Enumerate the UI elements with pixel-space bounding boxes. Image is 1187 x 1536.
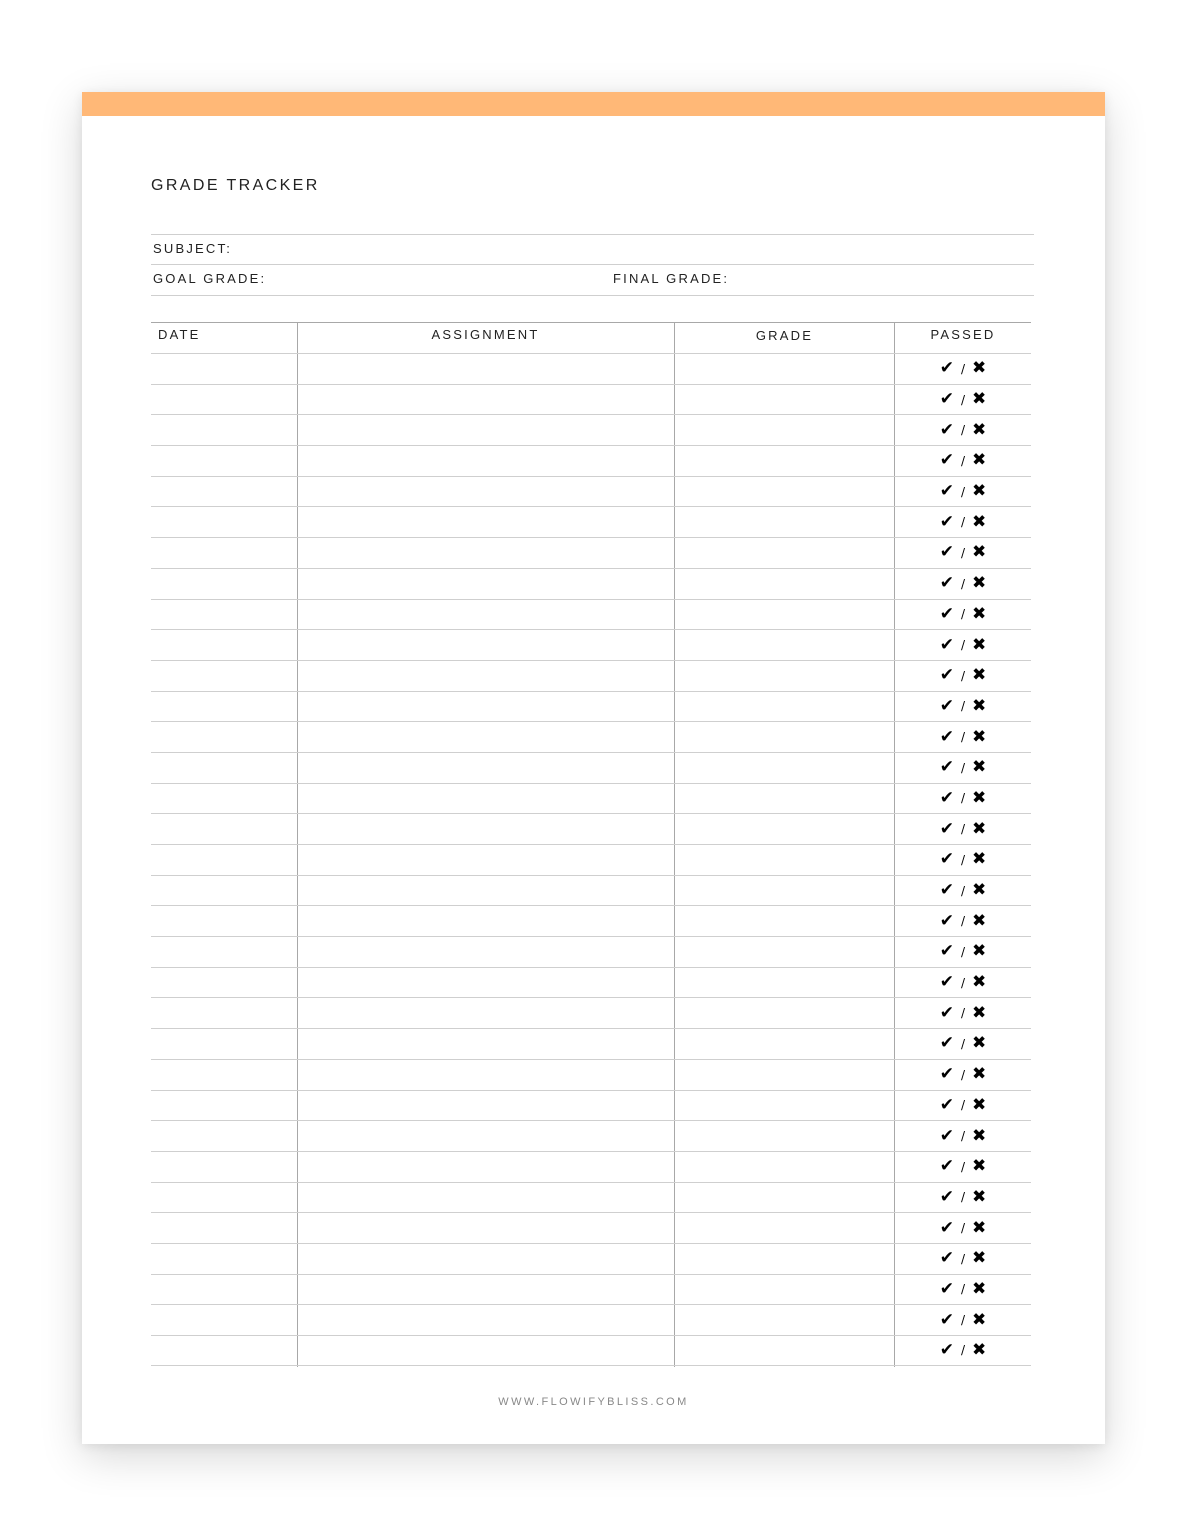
table-row [151,967,1031,998]
cross-icon[interactable]: ✖ [972,1217,987,1238]
check-icon[interactable]: ✔ [939,542,954,563]
subject-label: SUBJECT: [153,241,233,256]
separator-slash: / [960,392,966,407]
check-icon[interactable]: ✔ [939,1278,954,1299]
cross-icon[interactable]: ✖ [972,1248,987,1269]
separator-slash: / [960,423,966,438]
separator-slash: / [960,607,966,622]
cross-icon[interactable]: ✖ [972,603,987,624]
passed-cell[interactable] [895,876,1031,906]
worksheet-page [82,92,1105,1444]
cross-icon[interactable]: ✖ [972,941,987,962]
check-icon[interactable]: ✔ [939,972,954,993]
grade-table [151,322,1031,1368]
table-row [151,752,1031,783]
passed-cell[interactable] [895,477,1031,507]
cross-icon[interactable]: ✖ [972,1339,987,1360]
table-row [151,844,1031,875]
cross-icon[interactable]: ✖ [972,695,987,716]
check-icon[interactable]: ✔ [939,818,954,839]
separator-slash: / [960,1282,966,1297]
table-row [151,599,1031,630]
separator-slash: / [960,1251,966,1266]
passed-cell[interactable] [895,1213,1031,1243]
cross-icon[interactable]: ✖ [972,972,987,993]
separator-slash: / [960,1343,966,1358]
header-date: DATE [158,327,201,342]
table-row [151,721,1031,752]
divider-line [151,264,1034,265]
passed-cell[interactable] [895,753,1031,783]
cross-icon[interactable]: ✖ [972,1002,987,1023]
accent-band [82,92,1105,116]
separator-slash: / [960,361,966,376]
passed-cell[interactable] [895,1183,1031,1213]
separator-slash: / [960,699,966,714]
check-icon[interactable]: ✔ [939,849,954,870]
check-icon[interactable]: ✔ [939,1248,954,1269]
table-row [151,813,1031,844]
table-row [151,783,1031,814]
check-icon[interactable]: ✔ [939,634,954,655]
table-row [151,875,1031,906]
check-icon[interactable]: ✔ [939,1186,954,1207]
separator-slash: / [960,1159,966,1174]
passed-cell[interactable] [895,845,1031,875]
passed-cell[interactable] [895,1152,1031,1182]
passed-cell[interactable] [895,354,1031,384]
table-row [151,384,1031,415]
table-row [151,997,1031,1028]
cross-icon[interactable]: ✖ [972,1278,987,1299]
check-icon[interactable]: ✔ [939,1156,954,1177]
separator-slash: / [960,1067,966,1082]
separator-slash: / [960,515,966,530]
cross-icon[interactable]: ✖ [972,358,987,379]
table-row [151,691,1031,722]
separator-slash: / [960,852,966,867]
passed-cell[interactable] [895,1275,1031,1305]
check-icon[interactable]: ✔ [939,1125,954,1146]
cross-icon[interactable]: ✖ [972,849,987,870]
table-row [151,1212,1031,1243]
divider-line [151,234,1034,235]
check-icon[interactable]: ✔ [939,573,954,594]
cross-icon[interactable]: ✖ [972,880,987,901]
cross-icon[interactable]: ✖ [972,389,987,410]
separator-slash: / [960,1036,966,1051]
cross-icon[interactable]: ✖ [972,910,987,931]
separator-slash: / [960,576,966,591]
separator-slash: / [960,453,966,468]
separator-slash: / [960,822,966,837]
passed-cell[interactable] [895,784,1031,814]
table-row [151,1151,1031,1182]
cross-icon[interactable]: ✖ [972,1094,987,1115]
cross-icon[interactable]: ✖ [972,818,987,839]
separator-slash: / [960,1221,966,1236]
separator-slash: / [960,1190,966,1205]
check-icon[interactable]: ✔ [939,1094,954,1115]
cross-icon[interactable]: ✖ [972,1309,987,1330]
separator-slash: / [960,944,966,959]
passed-cell[interactable] [895,507,1031,537]
separator-slash: / [960,975,966,990]
check-icon[interactable]: ✔ [939,1339,954,1360]
table-row [151,660,1031,691]
check-icon[interactable]: ✔ [939,419,954,440]
table-row [151,537,1031,568]
cross-icon[interactable]: ✖ [972,1125,987,1146]
separator-slash: / [960,1313,966,1328]
check-icon[interactable]: ✔ [939,389,954,410]
passed-cell[interactable] [895,968,1031,998]
check-icon[interactable]: ✔ [939,481,954,502]
table-body [151,353,1031,1366]
goal-grade-label: GOAL GRADE: [153,271,267,286]
passed-cell[interactable] [895,385,1031,415]
passed-cell[interactable] [895,630,1031,660]
separator-slash: / [960,914,966,929]
check-icon[interactable]: ✔ [939,941,954,962]
passed-cell[interactable] [895,1121,1031,1151]
passed-cell[interactable] [895,937,1031,967]
table-row [151,568,1031,599]
cross-icon[interactable]: ✖ [972,665,987,686]
cross-icon[interactable]: ✖ [972,1156,987,1177]
table-row [151,1243,1031,1274]
separator-slash: / [960,730,966,745]
table-row [151,905,1031,936]
passed-cell[interactable] [895,692,1031,722]
separator-slash: / [960,484,966,499]
passed-cell[interactable] [895,1244,1031,1274]
table-row [151,1120,1031,1151]
passed-cell[interactable] [895,998,1031,1028]
separator-slash: / [960,638,966,653]
check-icon[interactable]: ✔ [939,695,954,716]
check-icon[interactable]: ✔ [939,665,954,686]
table-row [151,506,1031,537]
separator-slash: / [960,1098,966,1113]
cross-icon[interactable]: ✖ [972,511,987,532]
passed-cell[interactable] [895,1029,1031,1059]
check-icon[interactable]: ✔ [939,1064,954,1085]
check-icon[interactable]: ✔ [939,1217,954,1238]
passed-cell[interactable] [895,1336,1031,1365]
table-row [151,1274,1031,1305]
check-icon[interactable]: ✔ [939,511,954,532]
check-icon[interactable]: ✔ [939,787,954,808]
check-icon[interactable]: ✔ [939,1033,954,1054]
separator-slash: / [960,760,966,775]
table-row [151,476,1031,507]
table-row [151,629,1031,660]
header-grade: GRADE [755,328,814,343]
check-icon[interactable]: ✔ [939,726,954,747]
table-row [151,1090,1031,1121]
passed-cell[interactable] [895,661,1031,691]
cross-icon[interactable]: ✖ [972,481,987,502]
cross-icon[interactable]: ✖ [972,573,987,594]
separator-slash: / [960,1006,966,1021]
passed-cell[interactable] [895,600,1031,630]
table-row [151,445,1031,476]
separator-slash: / [960,791,966,806]
passed-cell[interactable] [895,415,1031,445]
table-row [151,1059,1031,1090]
table-row [151,414,1031,445]
table-row [151,1182,1031,1213]
table-row [151,1028,1031,1059]
check-icon[interactable]: ✔ [939,358,954,379]
check-icon[interactable]: ✔ [939,1002,954,1023]
passed-cell[interactable] [895,906,1031,936]
passed-cell[interactable] [895,446,1031,476]
cross-icon[interactable]: ✖ [972,787,987,808]
header-passed: PASSED [930,327,996,342]
separator-slash: / [960,668,966,683]
header-assignment: ASSIGNMENT [431,327,540,342]
cross-icon[interactable]: ✖ [972,634,987,655]
check-icon[interactable]: ✔ [939,910,954,931]
passed-cell[interactable] [895,722,1031,752]
cross-icon[interactable]: ✖ [972,1186,987,1207]
cross-icon[interactable]: ✖ [972,450,987,471]
check-icon[interactable]: ✔ [939,603,954,624]
check-icon[interactable]: ✔ [939,1309,954,1330]
final-grade-label: FINAL GRADE: [613,271,730,286]
table-row [151,936,1031,967]
cross-icon[interactable]: ✖ [972,757,987,778]
page-title: GRADE TRACKER [151,177,320,194]
passed-cell[interactable] [895,1305,1031,1335]
passed-cell[interactable] [895,1060,1031,1090]
table-row [151,1335,1031,1366]
cross-icon[interactable]: ✖ [972,542,987,563]
check-icon[interactable]: ✔ [939,450,954,471]
table-row [151,353,1031,384]
table-header-line [151,322,1031,323]
cross-icon[interactable]: ✖ [972,419,987,440]
passed-cell[interactable] [895,1091,1031,1121]
check-icon[interactable]: ✔ [939,757,954,778]
table-row [151,1304,1031,1335]
separator-slash: / [960,883,966,898]
separator-slash: / [960,545,966,560]
footer-website: WWW.FLOWIFYBLISS.COM [498,1396,689,1408]
cross-icon[interactable]: ✖ [972,1033,987,1054]
passed-cell[interactable] [895,814,1031,844]
divider-line [151,295,1034,296]
passed-cell[interactable] [895,538,1031,568]
check-icon[interactable]: ✔ [939,880,954,901]
passed-cell[interactable] [895,569,1031,599]
separator-slash: / [960,1129,966,1144]
cross-icon[interactable]: ✖ [972,1064,987,1085]
cross-icon[interactable]: ✖ [972,726,987,747]
